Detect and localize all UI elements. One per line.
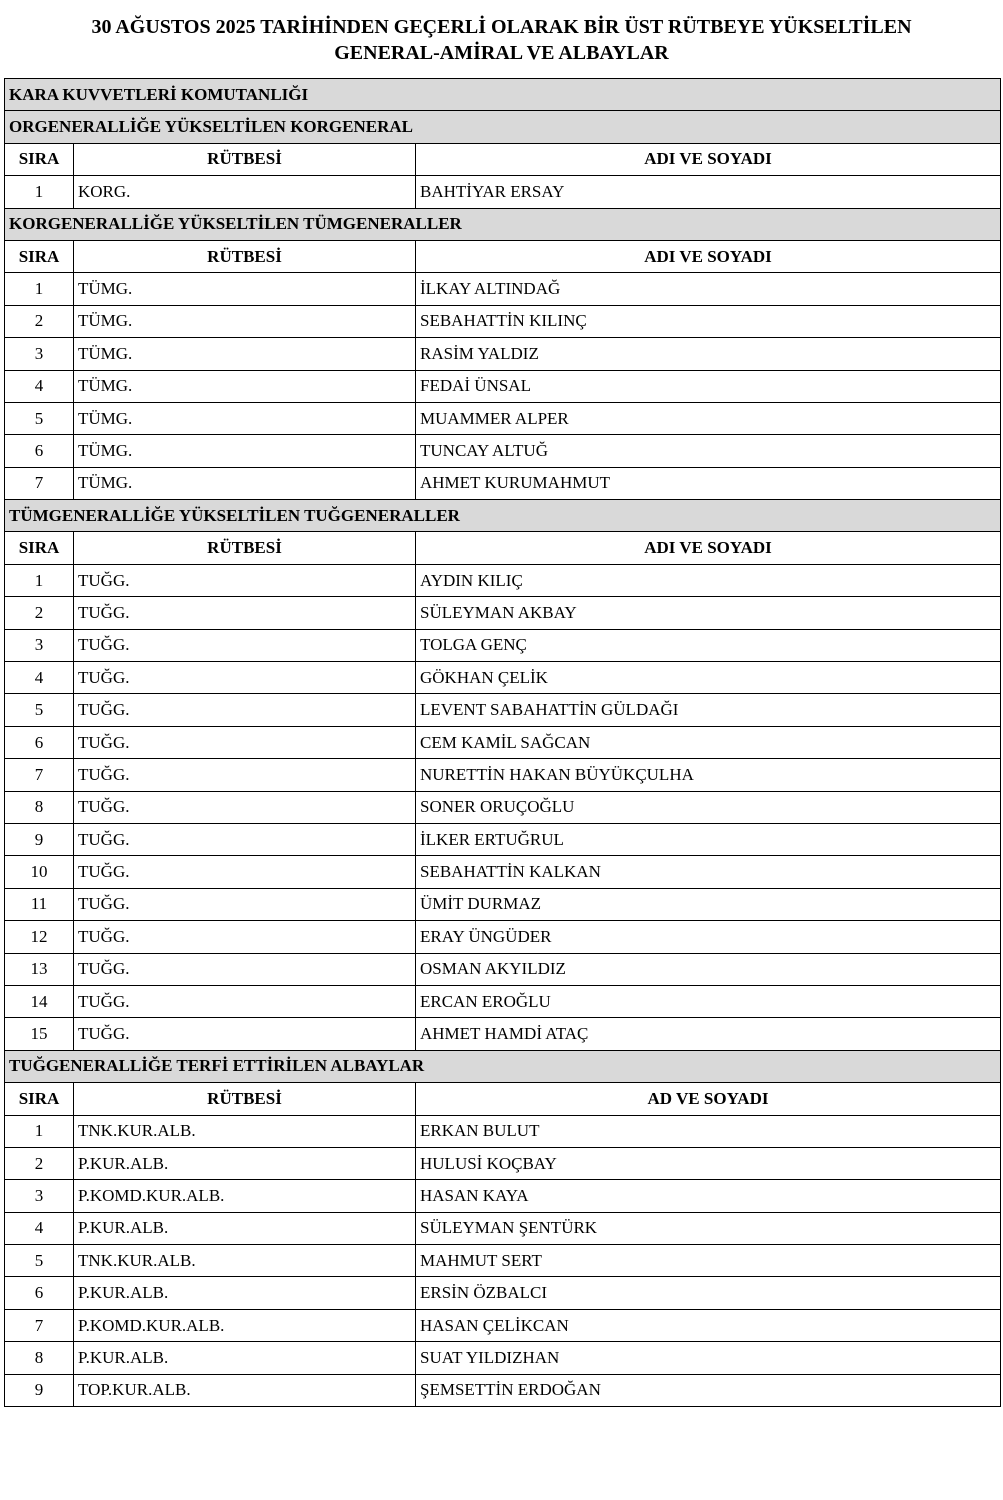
name-cell: ÜMİT DURMAZ [416,888,1001,920]
name-cell: SEBAHATTİN KALKAN [416,856,1001,888]
column-header-sira: SIRA [5,532,74,564]
name-cell: HULUSİ KOÇBAY [416,1147,1001,1179]
table-row [5,273,1001,305]
name-cell: ERCAN EROĞLU [416,985,1001,1017]
rank-cell: TUĞG. [74,662,416,694]
table-row [5,1277,1001,1309]
rank-cell: TNK.KUR.ALB. [74,1115,416,1147]
rank-cell: TUĞG. [74,791,416,823]
name-cell: TOLGA GENÇ [416,629,1001,661]
name-cell: SEBAHATTİN KILINÇ [416,305,1001,337]
rank-cell: TÜMG. [74,402,416,434]
column-header-rutbesi: RÜTBESİ [74,1083,416,1115]
rank-cell: TUĞG. [74,759,416,791]
column-header-sira: SIRA [5,143,74,175]
row-number: 5 [5,694,74,726]
name-cell: SONER ORUÇOĞLU [416,791,1001,823]
table-row [5,921,1001,953]
name-cell: ERKAN BULUT [416,1115,1001,1147]
column-header-adi-soyadi: ADI VE SOYADI [416,240,1001,272]
name-cell: TUNCAY ALTUĞ [416,435,1001,467]
table-row [5,759,1001,791]
table-row [5,338,1001,370]
row-number: 6 [5,1277,74,1309]
rank-cell: TÜMG. [74,338,416,370]
title-line-1: 30 AĞUSTOS 2025 TARİHİNDEN GEÇERLİ OLARAK BİR ÜST RÜTBEYE YÜKSELTİLEN [91,16,912,38]
table-row [5,564,1001,596]
column-header-row [5,532,1001,564]
section-heading-row [5,1050,1001,1082]
row-number: 1 [5,176,74,208]
name-cell: MAHMUT SERT [416,1245,1001,1277]
name-cell: İLKER ERTUĞRUL [416,823,1001,855]
document-title [0,14,1003,66]
name-cell: SÜLEYMAN ŞENTÜRK [416,1212,1001,1244]
table-row [5,1018,1001,1050]
rank-cell: P.KOMD.KUR.ALB. [74,1309,416,1341]
name-cell: RASİM YALDIZ [416,338,1001,370]
row-number: 15 [5,1018,74,1050]
name-cell: MUAMMER ALPER [416,402,1001,434]
column-header-row [5,240,1001,272]
rank-cell: TÜMG. [74,467,416,499]
row-number: 4 [5,1212,74,1244]
row-number: 8 [5,1342,74,1374]
table-row [5,823,1001,855]
table-row [5,305,1001,337]
rank-cell: KORG. [74,176,416,208]
rank-cell: TUĞG. [74,694,416,726]
rank-cell: P.KUR.ALB. [74,1212,416,1244]
row-number: 7 [5,759,74,791]
row-number: 4 [5,662,74,694]
name-cell: AHMET HAMDİ ATAÇ [416,1018,1001,1050]
row-number: 9 [5,1374,74,1406]
name-cell: AHMET KURUMAHMUT [416,467,1001,499]
row-number: 14 [5,985,74,1017]
table-row [5,726,1001,758]
section-heading: TUĞGENERALLİĞE TERFİ ETTİRİLEN ALBAYLAR [5,1050,1001,1082]
table-row [5,370,1001,402]
row-number: 11 [5,888,74,920]
row-number: 7 [5,467,74,499]
row-number: 3 [5,629,74,661]
section-heading-row [5,111,1001,143]
table-row [5,953,1001,985]
name-cell: HASAN KAYA [416,1180,1001,1212]
promotion-table-body [5,79,1001,1407]
rank-cell: P.KOMD.KUR.ALB. [74,1180,416,1212]
name-cell: HASAN ÇELİKCAN [416,1309,1001,1341]
name-cell: FEDAİ ÜNSAL [416,370,1001,402]
name-cell: CEM KAMİL SAĞCAN [416,726,1001,758]
name-cell: LEVENT SABAHATTİN GÜLDAĞI [416,694,1001,726]
rank-cell: TÜMG. [74,273,416,305]
table-row [5,467,1001,499]
rank-cell: TUĞG. [74,953,416,985]
rank-cell: TUĞG. [74,597,416,629]
name-cell: ŞEMSETTİN ERDOĞAN [416,1374,1001,1406]
column-header-adi-soyadi: ADI VE SOYADI [416,532,1001,564]
table-row [5,597,1001,629]
row-number: 3 [5,338,74,370]
rank-cell: TNK.KUR.ALB. [74,1245,416,1277]
section-heading-row [5,208,1001,240]
table-row [5,856,1001,888]
table-row [5,435,1001,467]
table-row [5,402,1001,434]
column-header-adi-soyadi: ADI VE SOYADI [416,143,1001,175]
column-header-row [5,143,1001,175]
name-cell: OSMAN AKYILDIZ [416,953,1001,985]
row-number: 6 [5,435,74,467]
row-number: 1 [5,564,74,596]
table-row [5,1245,1001,1277]
rank-cell: TUĞG. [74,726,416,758]
section-heading: ORGENERALLİĞE YÜKSELTİLEN KORGENERAL [5,111,1001,143]
row-number: 12 [5,921,74,953]
table-row [5,888,1001,920]
promotion-table [4,78,1001,1407]
section-heading: TÜMGENERALLİĞE YÜKSELTİLEN TUĞGENERALLER [5,500,1001,532]
table-row [5,1115,1001,1147]
rank-cell: TUĞG. [74,823,416,855]
row-number: 6 [5,726,74,758]
title-line-2: GENERAL-AMİRAL VE ALBAYLAR [334,42,669,64]
row-number: 2 [5,1147,74,1179]
row-number: 4 [5,370,74,402]
column-header-sira: SIRA [5,240,74,272]
row-number: 5 [5,1245,74,1277]
column-header-row [5,1083,1001,1115]
rank-cell: TÜMG. [74,435,416,467]
table-row [5,985,1001,1017]
table-row [5,662,1001,694]
table-row [5,1212,1001,1244]
rank-cell: TUĞG. [74,1018,416,1050]
row-number: 8 [5,791,74,823]
column-header-rutbesi: RÜTBESİ [74,532,416,564]
table-row [5,694,1001,726]
rank-cell: TUĞG. [74,856,416,888]
row-number: 1 [5,273,74,305]
name-cell: ERAY ÜNGÜDER [416,921,1001,953]
section-heading-row [5,500,1001,532]
column-header-rutbesi: RÜTBESİ [74,240,416,272]
row-number: 2 [5,597,74,629]
row-number: 3 [5,1180,74,1212]
rank-cell: TUĞG. [74,888,416,920]
name-cell: AYDIN KILIÇ [416,564,1001,596]
rank-cell: TUĞG. [74,629,416,661]
row-number: 10 [5,856,74,888]
rank-cell: TÜMG. [74,305,416,337]
table-row [5,791,1001,823]
rank-cell: TUĞG. [74,985,416,1017]
rank-cell: TOP.KUR.ALB. [74,1374,416,1406]
name-cell: İLKAY ALTINDAĞ [416,273,1001,305]
column-header-adi-soyadi: AD VE SOYADI [416,1083,1001,1115]
name-cell: SÜLEYMAN AKBAY [416,597,1001,629]
row-number: 5 [5,402,74,434]
table-row [5,1147,1001,1179]
name-cell: NURETTİN HAKAN BÜYÜKÇULHA [416,759,1001,791]
rank-cell: TUĞG. [74,921,416,953]
name-cell: ERSİN ÖZBALCI [416,1277,1001,1309]
table-row [5,1374,1001,1406]
name-cell: GÖKHAN ÇELİK [416,662,1001,694]
row-number: 1 [5,1115,74,1147]
row-number: 7 [5,1309,74,1341]
column-header-sira: SIRA [5,1083,74,1115]
table-row [5,629,1001,661]
command-heading: KARA KUVVETLERİ KOMUTANLIĞI [5,79,1001,111]
table-row [5,1309,1001,1341]
rank-cell: P.KUR.ALB. [74,1342,416,1374]
rank-cell: P.KUR.ALB. [74,1147,416,1179]
row-number: 9 [5,823,74,855]
rank-cell: TÜMG. [74,370,416,402]
section-heading: KORGENERALLİĞE YÜKSELTİLEN TÜMGENERALLER [5,208,1001,240]
row-number: 2 [5,305,74,337]
column-header-rutbesi: RÜTBESİ [74,143,416,175]
table-row [5,176,1001,208]
rank-cell: TUĞG. [74,564,416,596]
table-row [5,1342,1001,1374]
row-number: 13 [5,953,74,985]
table-row [5,1180,1001,1212]
name-cell: SUAT YILDIZHAN [416,1342,1001,1374]
name-cell: BAHTİYAR ERSAY [416,176,1001,208]
command-row [5,79,1001,111]
rank-cell: P.KUR.ALB. [74,1277,416,1309]
